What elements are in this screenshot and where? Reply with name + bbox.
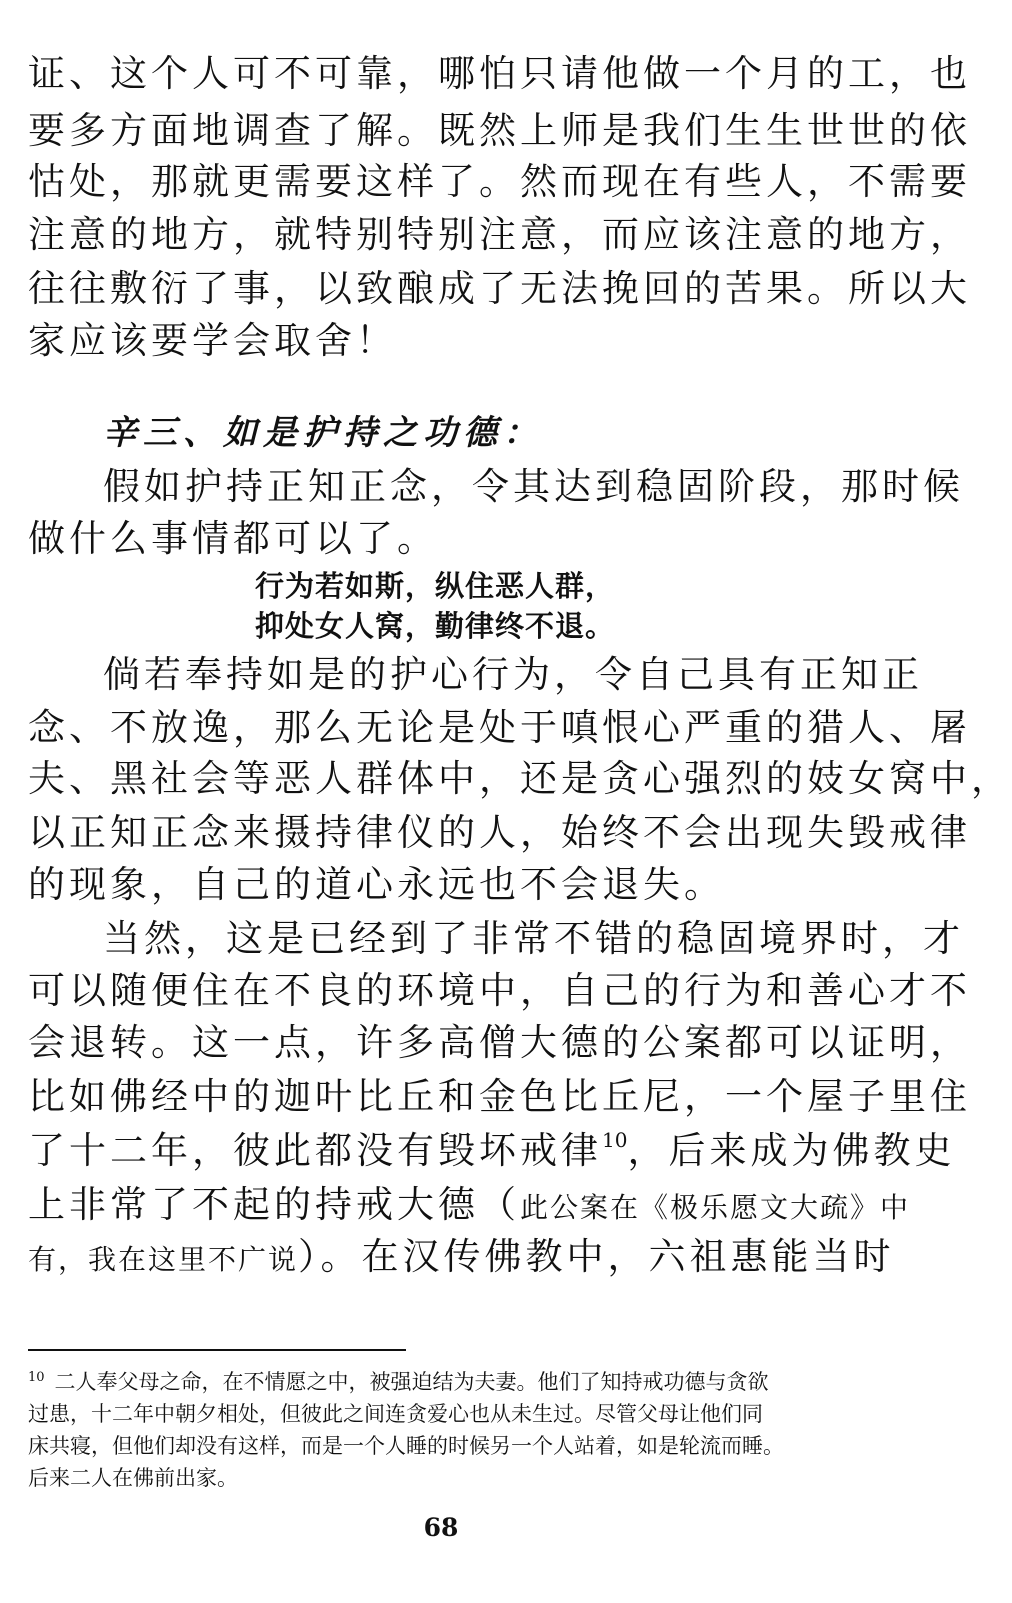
body-line xyxy=(28,1178,911,1232)
verse-line: 抑处女人窝，勤律终不退。 xyxy=(255,609,616,643)
body-line: 注意的地方，就特别特别注意，而应该注意的地方， xyxy=(28,213,971,256)
footnote-reference[interactable]: 10 xyxy=(602,1128,628,1152)
body-line: 往往敷衍了事，以致酿成了无法挽回的苦果。所以大 xyxy=(28,267,971,310)
body-line: 当然，这是已经到了非常不错的稳固境界时，才 xyxy=(103,917,964,960)
footnote-text: 二人奉父母之命，在不情愿之中，被强迫结为夫妻。他们了知持戒功德与贪欲 xyxy=(54,1370,769,1394)
body-line: 念、不放逸，那么无论是处于嗔恨心严重的猎人、屠 xyxy=(28,706,971,749)
parenthetical-note: 此公案在《极乐愿文大疏》中 xyxy=(520,1191,911,1224)
section-heading: 辛三、如是护持之功德： xyxy=(103,413,543,453)
body-line: 以正知正念来摄持律仪的人，始终不会出现失毁戒律 xyxy=(28,811,971,854)
body-text: 上非常了不起的持戒大德（ xyxy=(28,1183,520,1226)
body-text: 了十二年，彼此都没有毁坏戒律 xyxy=(28,1129,602,1172)
body-text: ）。在汉传佛教中，六祖惠能当时 xyxy=(298,1235,895,1278)
body-line: 做什么事情都可以了。 xyxy=(28,517,438,560)
body-line: 怙处，那就更需要这样了。然而现在有些人，不需要 xyxy=(28,160,971,203)
body-line xyxy=(28,1124,956,1178)
page-number: 68 xyxy=(423,1513,459,1542)
body-line: 会退转。这一点，许多高僧大德的公案都可以证明， xyxy=(28,1021,971,1064)
footnote-line: 后来二人在佛前出家。 xyxy=(28,1466,238,1490)
body-text: ，后来成为佛教史 xyxy=(627,1129,956,1172)
footnote-line: 床共寝，但他们却没有这样，而是一个人睡的时候另一个人站着，如是轮流而睡。 xyxy=(28,1434,784,1458)
body-line: 可以随便住在不良的环境中，自己的行为和善心才不 xyxy=(28,969,971,1012)
body-line: 要多方面地调查了解。既然上师是我们生生世世的依 xyxy=(28,109,971,152)
footnote-line xyxy=(28,1366,858,1398)
body-line: 家应该要学会取舍！ xyxy=(28,319,397,362)
body-line: 倘若奉持如是的护心行为，令自己具有正知正 xyxy=(103,653,923,696)
body-line: 假如护持正知正念，令其达到稳固阶段，那时候 xyxy=(103,465,964,508)
body-line: 证、这个人可不可靠，哪怕只请他做一个月的工，也 xyxy=(28,52,971,95)
body-line: 比如佛经中的迦叶比丘和金色比丘尼，一个屋子里住 xyxy=(28,1075,971,1118)
body-line: 夫、黑社会等恶人群体中，还是贪心强烈的妓女窝中， xyxy=(28,757,1012,800)
body-line xyxy=(28,1230,895,1284)
footnote-marker: 10 xyxy=(28,1370,45,1385)
verse-line: 行为若如斯，纵住恶人群， xyxy=(255,569,616,603)
footnote-line: 过患，十二年中朝夕相处，但彼此之间连贪爱心也从未生过。尽管父母让他们同 xyxy=(28,1402,763,1426)
parenthetical-note: 有，我在这里不广说 xyxy=(28,1243,299,1276)
body-line: 的现象，自己的道心永远也不会退失。 xyxy=(28,863,725,906)
footnote-divider xyxy=(28,1349,406,1351)
